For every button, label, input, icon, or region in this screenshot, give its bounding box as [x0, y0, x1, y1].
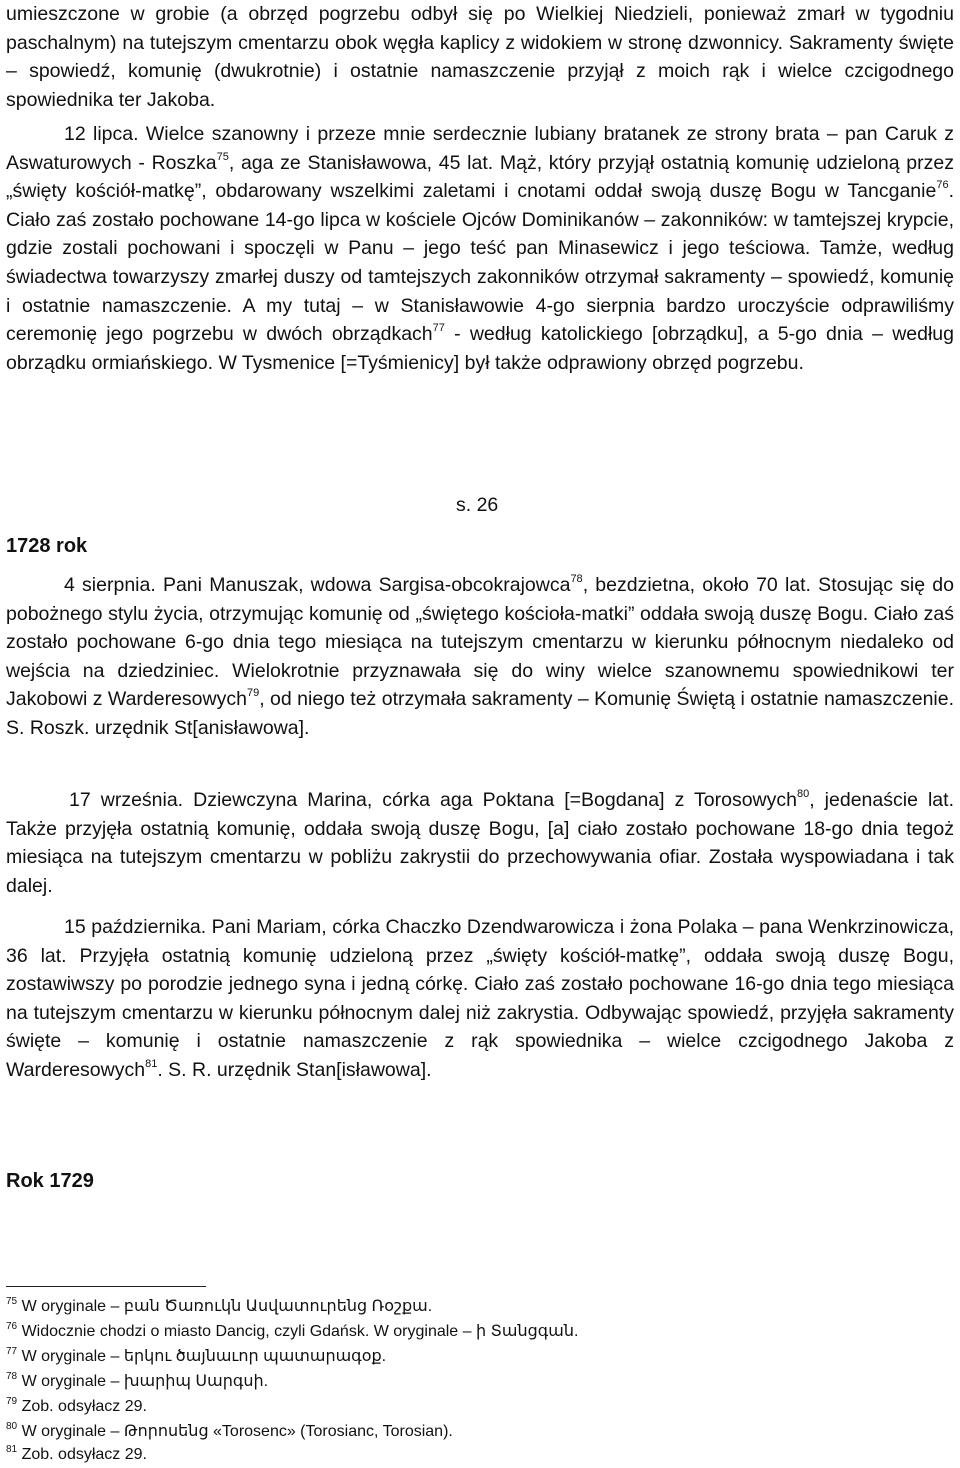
entry-4-sierpnia [6, 571, 954, 743]
paragraph-continuation [6, 0, 954, 114]
footnote-text: W oryginale – բան Ծառուկն Ասվատուրենց Ռօշքա. [21, 1298, 433, 1315]
entry-15-pazdziernika [6, 913, 954, 1085]
footnote-number: 76 [6, 1321, 18, 1332]
footnote-text: Widocznie chodzi o miasto Dancig, czyli Gdańsk. W oryginale – ի Տանցգան. [21, 1323, 579, 1340]
paragraph-text: . S. R. urzędnik Stan[isławowa]. [157, 1058, 432, 1081]
footnote-number: 78 [6, 1371, 18, 1382]
footnote-divider [6, 1286, 206, 1287]
paragraph-text: . Ciało zaś zostało pochowane 14-go lipca w kościele Ojców Dominikanów – zakonników: w tamtejszej krypcie, gdzie zostali pochowani i spoczęli w Panu – jego teść pan Minasewicz i jego teściowa. Tamże, według świadectwa towarzyszy zmarłej duszy od tamtejszych zakonników otrzymał sakramenty – spowiedź, komunię i ostatnie namaszczenie. A my tutaj – w Stanisławowie 4-go sierpnia bardzo uroczyście odprawiliśmy ceremonię jego pogrzebu w dwóch obrządkach [6, 180, 954, 346]
footnote-number: 81 [6, 1444, 18, 1455]
paragraph-text: , jedenaście lat. Także przyjęła ostatnią komunię, oddała swoją duszę Bogu, [a] ciało zostało pochowane 18-go dnia tegoż miesiąca na tutejszym cmentarzu w pobliżu zakrystii do przechowywania ofiar. Została wyspowiadana i tak dalej. [6, 789, 954, 897]
footnote-80 [6, 1421, 946, 1443]
footnote-76 [6, 1321, 946, 1343]
footnote-77 [6, 1346, 946, 1368]
page-number: s. 26 [456, 494, 499, 516]
footnote-text: Zob. odsyłacz 29. [21, 1398, 147, 1415]
paragraph-text: 4 sierpnia. Pani Manuszak, wdowa Sargisa-obcokrajowca [64, 574, 571, 596]
footnote-text: W oryginale – երկու ծայնաւոր պատարագօք. [21, 1348, 387, 1365]
footnote-number: 80 [6, 1421, 18, 1432]
footnote-text: Zob. odsyłacz 29. [21, 1446, 147, 1463]
entry-17-wrzesnia [6, 786, 954, 900]
paragraph-text: , aga ze Stanisławowa, 45 lat. Mąż, który przyjął ostatnią komunię udzieloną przez „święty kościół-matkę”, obdarowany wszelkimi zaletami i cnotami oddał swoją duszę Bogu w Tancganie [6, 151, 954, 203]
heading-1728: 1728 rok [6, 535, 88, 557]
footnote-ref[interactable]: 76 [936, 179, 949, 192]
footnote-75 [6, 1296, 946, 1318]
paragraph-text: - według katolickiego [obrządku], a 5-go dnia – według obrządku ormiańskiego. W Tysmenice [=Tyśmienicy] był także odprawiony obrzęd pogrzebu. [6, 323, 954, 374]
heading-1729: Rok 1729 [6, 1170, 94, 1192]
footnote-ref[interactable]: 79 [246, 687, 260, 700]
footnote-81 [6, 1444, 946, 1466]
paragraph-text: umieszczone w grobie (a obrzęd pogrzebu odbył się po Wielkiej Niedzieli, ponieważ zmarł w tygodniu paschalnym) na tutejszym cmentarzu obok węgła kaplicy z widokiem w stronę dzwonnicy. Sakramenty święte – spowiedź, komunię (dwukrotnie) i ostatnie namaszczenie przyjął z moich rąk i wielce czcigodnego spowiednika ter Jakoba. [6, 3, 954, 111]
footnote-ref[interactable]: 78 [570, 573, 583, 585]
paragraph-text: 12 lipca. Wielce szanowny i przeze mnie serdecznie lubiany bratanek ze strony brata – pan Caruk z Aswaturowych - Roszka [6, 123, 954, 174]
footnote-ref[interactable]: 77 [432, 322, 445, 335]
entry-12-lipca [6, 120, 954, 377]
footnote-ref[interactable]: 75 [216, 150, 229, 163]
footnote-text: W oryginale – խարիպ Սարգսի. [21, 1373, 269, 1390]
footnote-78 [6, 1371, 946, 1393]
footnote-text: W oryginale – Թորոսենց «Torosenc» (Torosianc, Torosian). [21, 1423, 453, 1440]
paragraph-text: , od niego też otrzymała sakramenty – Komunię Świętą i ostatnie namaszczenie. S. Roszk. urzędnik St[anisławowa]. [6, 688, 955, 739]
footnote-79 [6, 1396, 946, 1418]
footnote-ref[interactable]: 80 [796, 788, 810, 800]
paragraph-text: 15 października. Pani Mariam, córka Chaczko Dzendwarowicza i żona Polaka – pana Wenkrzinowicza, 36 lat. Przyjęła ostatnią komunię udzieloną przez „święty kościół-matkę”, oddała swoją duszę Bogu, zostawiwszy po porodzie jednego syna i jedną córkę. Ciało zaś zostało pochowane 16-go dnia tego miesiąca na tutejszym cmentarzu w kierunku północnym dalej niż zakrystia. Odbywając spowiedź, przyjęła sakramenty święte – komunię i ostatnie namaszczenie z rąk spowiednika – wielce czcigodnego Jakoba z Warderesowych [6, 916, 954, 1081]
footnote-number: 77 [6, 1346, 18, 1357]
footnote-ref[interactable]: 81 [145, 1057, 158, 1070]
paragraph-text: , bezdzietna, około 70 lat. Stosując się do pobożnego stylu życia, otrzymując komunię od „świętego kościoła-matki” oddała swoją duszę Bogu. Ciało zaś zostało pochowane 6-go dnia tego miesiąca na tutejszym cmentarzu w kierunku północnym niedaleko od wejścia na dziedziniec. Wielokrotnie przyznawała się do winy wielce szanownemu spowiednikowi ter Jakobowi z Warderesowych [6, 574, 955, 711]
footnote-number: 79 [6, 1396, 18, 1407]
footnote-number: 75 [6, 1296, 18, 1307]
paragraph-text: 17 września. Dziewczyna Marina, córka aga Poktana [=Bogdana] z Torosowych [69, 789, 797, 811]
